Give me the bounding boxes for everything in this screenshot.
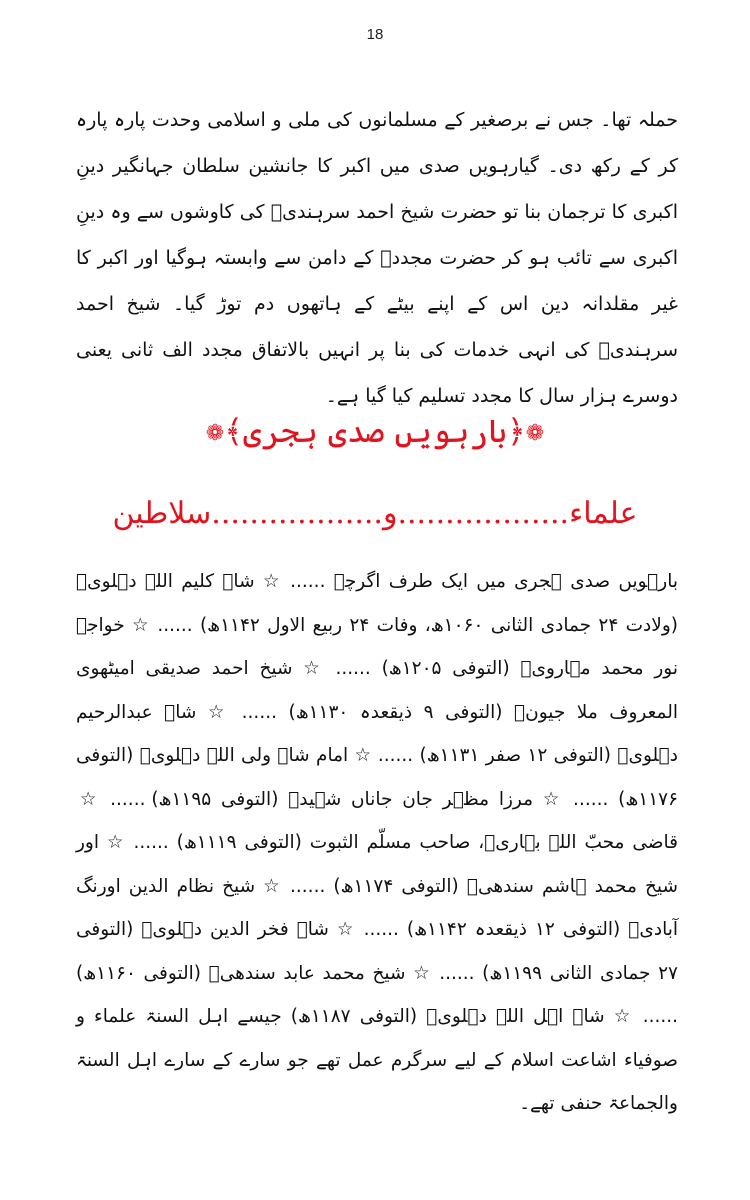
ornament-right-icon: ❁ <box>525 421 545 446</box>
heading-bracket-open: ﴿ <box>507 412 526 450</box>
ornament-left-icon: ❁ <box>205 421 225 446</box>
subheading-conjunction: و <box>382 496 398 531</box>
subheading-salateen: سلاطین <box>112 496 212 531</box>
section-heading-text: بارہویں صدی ہجری <box>242 412 508 450</box>
subheading-ulama: علماء <box>569 496 638 531</box>
intro-paragraph-text: حملہ تھا۔ جس نے برصغیر کے مسلمانوں کی ملی و اسلامی وحدت پارہ پارہ کر کے رکھ دی۔ گیارہویں صدی میں اکبر کا جانشین سلطان جہانگیر دینِ اکبری کا ترجمان بنا تو حضرت شیخ احمد سرہندیؒ کی کاوشوں سے وہ دینِ اکبری سے تائب ہو کر حضرت مجددؒ کے دامن سے وابستہ ہوگیا اور اکبر کا غیر مقلدانہ دین اس کے اپنے بیٹے کے ہاتھوں دم توڑ گیا۔ شیخ احمد سرہندیؒ کی انہی خدمات کی بنا پر انہیں بالاتفاق مجدد الف ثانی یعنی دوسرے ہزار سال کا مجدد تسلیم کیا گیا ہے۔ <box>76 109 678 407</box>
subheading-dots-1: .................. <box>397 496 570 531</box>
intro-paragraph <box>76 97 678 419</box>
section-heading <box>0 412 750 450</box>
page-number: 18 <box>366 26 384 43</box>
body-paragraph <box>76 560 678 1126</box>
subheading-dots-2: .................. <box>211 496 383 531</box>
subheading <box>0 496 750 531</box>
heading-bracket-close: ﴾ <box>224 412 243 450</box>
body-paragraph-text: بارہویں صدی ہجری میں ایک طرف اگرچہ ...... ☆ شاہ کلیم اللہ دہلویؒ (ولادت ۲۴ جمادی الثانی ۱۰۶۰ھ، وفات ۲۴ ربیع الاول ۱۱۴۲ھ) ...... ☆ خواجہ نور محمد مہارویؒ (التوفی ۱۲۰۵ھ) ...... ☆ شیخ احمد صدیقی امیٹھوی المعروف ملا جیونؒ (التوفی ۹ ذیقعدہ ۱۱۳۰ھ) ...... ☆ شاہ عبدالرحیم دہلویؒ (التوفی ۱۲ صفر ۱۱۳۱ھ) ...... ☆ امام شاہ ولی اللہ دہلویؒ (التوفی ۱۱۷۶ھ) ...... ☆ مرزا مظہر جان جاناں شہیدؒ (التوفی ۱۱۹۵ھ) ...... ☆ قاضی محبّ اللہ بہاریؒ، صاحب مسلّم الثبوت (التوفی ۱۱۱۹ھ) ...... ☆ اور شیخ محمد ہاشم سندھیؒ (التوفی ۱۱۷۴ھ) ...... ☆ شیخ نظام الدین اورنگ آبادیؒ (التوفی ۱۲ ذیقعدہ ۱۱۴۲ھ) ...... ☆ شاہ فخر الدین دہلویؒ (التوفی ۲۷ جمادی الثانی ۱۱۹۹ھ) ...... ☆ شیخ محمد عابد سندھیؒ (التوفی ۱۱۶۰ھ) ...... ☆ شاہ اہل اللہ دہلویؒ (التوفی ۱۱۸۷ھ) جیسے اہل السنۃ علماء و صوفیاء اشاعت اسلام کے لیے سرگرم عمل تھے جو سارے کے سارے اہل السنۃ والجماعۃ حنفی تھے۔ <box>76 571 679 1114</box>
